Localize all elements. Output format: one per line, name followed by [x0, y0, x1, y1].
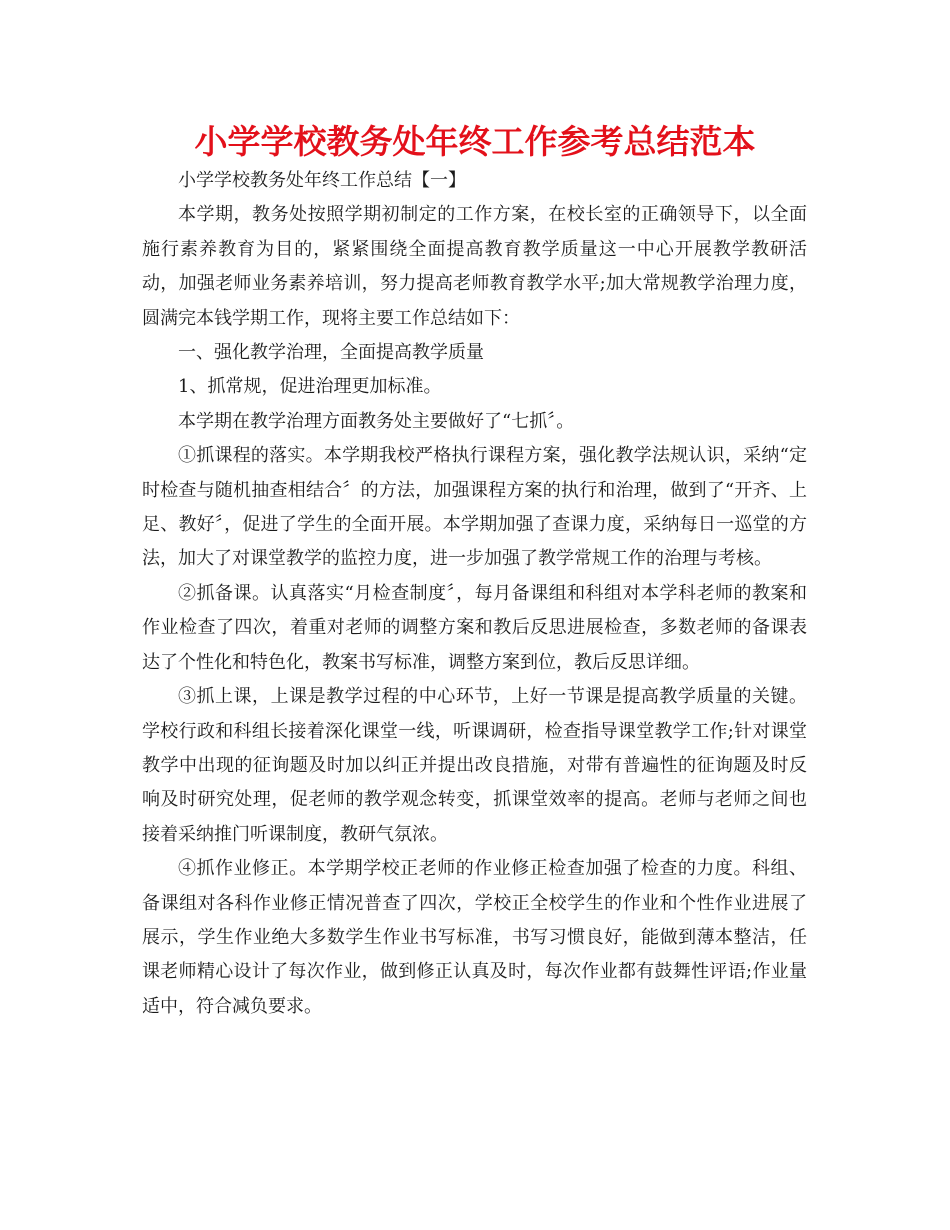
- body-paragraph: ④抓作业修正。本学期学校正老师的作业修正检查加强了检查的力度。科组、备课组对各科作业修正情况普查了四次，学校正全校学生的作业和个性作业进展了展示，学生作业绝大多数学生作业书写标准，书写习惯良好，能做到薄本整洁，任课老师精心设计了每次作业，做到修正认真及时，每次作业都有鼓舞性评语;作业量适中，符合减负要求。: [142, 858, 807, 1017]
- section-heading: 小学学校教务处年终工作总结【一】: [178, 170, 466, 191]
- document-body: [142, 164, 807, 1024]
- body-paragraph: ②抓备课。认真落实“月检查制度〞，每月备课组和科组对本学科老师的教案和作业检查了四次，着重对老师的调整方案和教后反思进展检查，多数老师的备课表达了个性化和特色化，教案书写标准，调整方案到位，教后反思详细。: [142, 582, 807, 673]
- intro-paragraph: 本学期，教务处按照学期初制定的工作方案，在校长室的正确领导下，以全面施行素养教育为目的，紧紧围绕全面提高教育教学质量这一中心开展教学教研活动，加强老师业务素养培训，努力提高老师教育教学水平;加大常规教学治理力度，圆满完本钱学期工作，现将主要工作总结如下：: [142, 204, 807, 329]
- heading-level-2: 1、抓常规，促进治理更加标准。: [178, 376, 442, 398]
- document-title: 小学学校教务处年终工作参考总结范本: [194, 122, 756, 161]
- body-paragraph: ①抓课程的落实。本学期我校严格执行课程方案，强化教学法规认识，采纳“定时检查与随机抽查相结合〞的方法，加强课程方案的执行和治理，做到了“开齐、上足、教好〞，促进了学生的全面开展。本学期加强了查课力度，采纳每日一巡堂的方法，加大了对课堂教学的监控力度，进一步加强了教学常规工作的治理与考核。: [142, 445, 807, 570]
- body-paragraph: ③抓上课，上课是教学过程的中心环节，上好一节课是提高教学质量的关键。学校行政和科组长接着深化课堂一线，听课调研，检查指导课堂教学工作;针对课堂教学中出现的征询题及时加以纠正并提出改良措施，对带有普遍性的征询题及时反响及时研究处理，促老师的教学观念转变，抓课堂效率的提高。老师与老师之间也接着采纳推门听课制度，教研气氛浓。: [142, 686, 807, 845]
- body-paragraph: 本学期在教学治理方面教务处主要做好了“七抓〞。: [178, 410, 575, 432]
- heading-level-1: 一、强化教学治理，全面提高教学质量: [178, 342, 484, 364]
